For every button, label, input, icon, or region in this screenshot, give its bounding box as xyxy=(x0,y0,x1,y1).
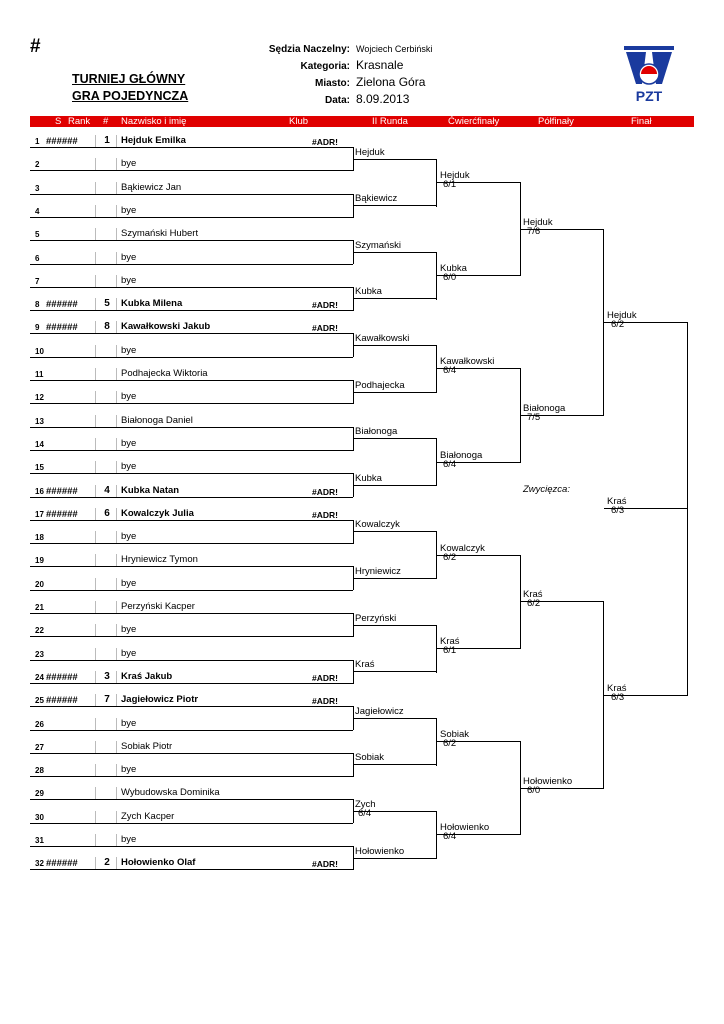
player-row-line xyxy=(30,683,353,684)
player-number: 7 xyxy=(35,277,40,286)
row-separator xyxy=(116,578,117,590)
player-name: bye xyxy=(121,834,137,845)
player-row-line xyxy=(30,869,353,870)
player-row-line xyxy=(30,170,353,171)
page-hash: # xyxy=(30,36,41,57)
col-round2: II Runda xyxy=(372,116,408,127)
row-separator xyxy=(95,601,96,613)
row-separator xyxy=(95,438,96,450)
player-seed: 8 xyxy=(104,321,110,332)
player-number: 14 xyxy=(35,440,44,449)
bracket-line xyxy=(354,625,437,626)
row-separator xyxy=(116,391,117,403)
player-club: #ADR! xyxy=(312,510,338,520)
player-name: bye xyxy=(121,438,137,449)
row-separator xyxy=(116,135,117,147)
match-winner: Kawałkowski xyxy=(440,356,495,367)
match-winner: Szymański xyxy=(355,240,401,251)
row-separator xyxy=(95,554,96,566)
row-separator xyxy=(116,182,117,194)
player-row-line xyxy=(30,823,353,824)
judge-label: Sędzia Naczelny: xyxy=(268,44,350,55)
player-row-line xyxy=(30,636,353,637)
col-semifinals: Półfinały xyxy=(538,116,574,127)
match-winner: Kraś xyxy=(355,659,375,670)
row-separator xyxy=(116,741,117,753)
player-number: 31 xyxy=(35,836,44,845)
row-separator xyxy=(116,205,117,217)
bracket-line xyxy=(354,671,437,672)
player-number: 16 xyxy=(35,487,44,496)
player-name: Hryniewicz Tymon xyxy=(121,554,198,565)
row-separator xyxy=(95,811,96,823)
player-seed: 3 xyxy=(104,671,110,682)
tournament-title: TURNIEJ GŁÓWNY xyxy=(72,72,186,86)
row-separator xyxy=(116,671,117,683)
player-rank: ###### xyxy=(46,322,78,333)
match-winner: Białonoga xyxy=(523,403,566,414)
match-winner: Hejduk xyxy=(523,217,553,228)
bracket-connector xyxy=(436,159,437,207)
row-separator xyxy=(95,741,96,753)
player-rank: ###### xyxy=(46,509,78,520)
player-rank: ###### xyxy=(46,858,78,869)
bracket-line xyxy=(354,531,437,532)
row-separator xyxy=(95,787,96,799)
col-quarterfinals: Ćwierćfinały xyxy=(448,116,500,127)
row-separator xyxy=(116,368,117,380)
row-separator xyxy=(95,834,96,846)
player-name: bye xyxy=(121,391,137,402)
match-score: 6/1 xyxy=(443,645,457,656)
player-number: 26 xyxy=(35,720,44,729)
player-name: Bąkiewicz Jan xyxy=(121,182,182,193)
match-score: 6/0 xyxy=(527,785,541,796)
logo-text: PZT xyxy=(635,88,663,104)
player-row-line xyxy=(30,753,353,754)
row-separator xyxy=(116,787,117,799)
player-number: 27 xyxy=(35,743,44,752)
row-separator xyxy=(116,321,117,333)
player-name: Kraś Jakub xyxy=(121,671,173,682)
player-seed: 4 xyxy=(104,485,110,496)
col-s: S xyxy=(55,116,62,127)
player-number: 30 xyxy=(35,813,44,822)
row-separator xyxy=(95,671,96,683)
match-winner: Kubka xyxy=(355,473,382,484)
match-winner: Hołowienko xyxy=(523,776,573,787)
row-separator xyxy=(95,461,96,473)
bracket-line xyxy=(354,764,437,765)
player-seed: 2 xyxy=(104,857,110,868)
bracket-connector xyxy=(436,718,437,766)
match-winner: Kraś xyxy=(607,683,627,694)
player-club: #ADR! xyxy=(312,300,338,310)
bracket-connector xyxy=(353,427,354,451)
player-name: Hejduk Emilka xyxy=(121,135,186,146)
row-separator xyxy=(95,368,96,380)
player-club: #ADR! xyxy=(312,137,338,147)
row-separator xyxy=(116,764,117,776)
player-row-line xyxy=(30,799,353,800)
match-score: 7/6 xyxy=(527,226,541,237)
judge-value: Wojciech Cerbiński xyxy=(356,44,433,54)
player-name: Kubka Natan xyxy=(121,485,180,496)
match-score: 6/2 xyxy=(443,738,457,749)
bracket-line xyxy=(354,252,437,253)
match-winner: Hołowienko xyxy=(440,822,490,833)
player-number: 2 xyxy=(35,160,40,169)
row-separator xyxy=(116,554,117,566)
player-row-line xyxy=(30,543,353,544)
match-winner: Jagiełowicz xyxy=(355,706,404,717)
player-number: 25 xyxy=(35,696,44,705)
player-row-line xyxy=(30,613,353,614)
player-number: 23 xyxy=(35,650,44,659)
match-score: 6/1 xyxy=(443,179,457,190)
bracket-line xyxy=(354,718,437,719)
player-number: 15 xyxy=(35,463,44,472)
player-name: bye xyxy=(121,718,137,729)
row-separator xyxy=(95,764,96,776)
player-number: 29 xyxy=(35,789,44,798)
player-row-line xyxy=(30,333,353,334)
player-row-line xyxy=(30,590,353,591)
player-row-line xyxy=(30,310,353,311)
player-row-line xyxy=(30,217,353,218)
pzt-logo xyxy=(620,44,678,104)
col-hash: # xyxy=(103,116,109,127)
row-separator xyxy=(95,182,96,194)
row-separator xyxy=(95,135,96,147)
bracket-connector xyxy=(687,322,688,696)
player-row-line xyxy=(30,147,353,148)
player-number: 17 xyxy=(35,510,44,519)
player-number: 13 xyxy=(35,417,44,426)
row-separator xyxy=(116,857,117,869)
row-separator xyxy=(95,857,96,869)
row-separator xyxy=(116,228,117,240)
player-rank: ###### xyxy=(46,486,78,497)
player-name: bye xyxy=(121,275,137,286)
match-winner: Podhajecka xyxy=(355,380,405,391)
player-row-line xyxy=(30,776,353,777)
row-separator xyxy=(95,298,96,310)
match-score: 6/4 xyxy=(443,459,457,470)
category-value: Krasnale xyxy=(356,58,404,72)
player-club: #ADR! xyxy=(312,859,338,869)
bracket-line xyxy=(354,159,437,160)
row-separator xyxy=(116,624,117,636)
player-row-line xyxy=(30,380,353,381)
player-name: Szymański Hubert xyxy=(121,228,199,239)
bracket-connector xyxy=(436,252,437,300)
bracket-line xyxy=(354,485,437,486)
player-number: 10 xyxy=(35,347,44,356)
row-separator xyxy=(95,531,96,543)
match-winner: Kubka xyxy=(440,263,467,274)
row-separator xyxy=(95,391,96,403)
match-winner: Kraś xyxy=(523,589,543,600)
player-number: 1 xyxy=(35,137,40,146)
player-name: bye xyxy=(121,205,137,216)
player-name: bye xyxy=(121,461,137,472)
player-row-line xyxy=(30,520,353,521)
player-row-line xyxy=(30,264,353,265)
match-score: 6/4 xyxy=(358,808,372,819)
player-name: Kubka Milena xyxy=(121,298,183,309)
row-separator xyxy=(95,578,96,590)
match-winner: Kowalczyk xyxy=(355,519,400,530)
player-number: 28 xyxy=(35,766,44,775)
player-number: 4 xyxy=(35,207,40,216)
match-winner: Perzyński xyxy=(355,613,397,624)
row-separator xyxy=(116,508,117,520)
player-name: Wybudowska Dominika xyxy=(121,787,220,798)
player-club: #ADR! xyxy=(312,696,338,706)
player-row-line xyxy=(30,497,353,498)
row-separator xyxy=(95,158,96,170)
player-number: 12 xyxy=(35,393,44,402)
bracket-connector xyxy=(436,811,437,859)
player-row-line xyxy=(30,846,353,847)
player-name: Jagiełowicz Piotr xyxy=(121,694,199,705)
match-winner: Kawałkowski xyxy=(355,333,410,344)
match-winner: Hryniewicz xyxy=(355,566,401,577)
player-number: 3 xyxy=(35,184,40,193)
player-rank: ###### xyxy=(46,299,78,310)
match-winner: Kraś xyxy=(440,636,460,647)
bracket-line xyxy=(354,205,437,206)
row-separator xyxy=(95,508,96,520)
row-separator xyxy=(116,694,117,706)
champion-name: Kraś xyxy=(607,496,627,507)
player-name: bye xyxy=(121,624,137,635)
row-separator xyxy=(116,531,117,543)
player-name: Kowalczyk Julia xyxy=(121,508,194,519)
col-name: Nazwisko i imię xyxy=(121,116,187,127)
player-number: 5 xyxy=(35,230,40,239)
row-separator xyxy=(95,321,96,333)
row-separator xyxy=(116,252,117,264)
row-separator xyxy=(95,694,96,706)
match-winner: Sobiak xyxy=(440,729,470,740)
row-separator xyxy=(116,648,117,660)
row-separator xyxy=(116,601,117,613)
city-value: Zielona Góra xyxy=(356,75,426,89)
player-seed: 7 xyxy=(104,694,110,705)
player-number: 11 xyxy=(35,370,44,379)
player-row-line xyxy=(30,357,353,358)
player-name: bye xyxy=(121,345,137,356)
match-winner: Hejduk xyxy=(355,147,385,158)
player-row-line xyxy=(30,240,353,241)
match-score: 6/2 xyxy=(527,598,541,609)
row-separator xyxy=(116,718,117,730)
player-number: 6 xyxy=(35,254,40,263)
player-number: 19 xyxy=(35,556,44,565)
match-winner: Bąkiewicz xyxy=(355,193,398,204)
player-row-line xyxy=(30,194,353,195)
match-score: 6/3 xyxy=(611,692,625,703)
match-winner: Białonoga xyxy=(355,426,398,437)
player-row-line xyxy=(30,730,353,731)
player-name: bye xyxy=(121,578,137,589)
player-name: Hołowienko Olaf xyxy=(121,857,196,868)
row-separator xyxy=(116,298,117,310)
row-separator xyxy=(95,228,96,240)
match-winner: Kubka xyxy=(355,286,382,297)
row-separator xyxy=(95,252,96,264)
player-name: bye xyxy=(121,531,137,542)
row-separator xyxy=(95,275,96,287)
match-winner: Zych xyxy=(355,799,376,810)
category-label: Kategoria: xyxy=(300,61,350,72)
city-label: Miasto: xyxy=(315,78,350,89)
match-score: 6/4 xyxy=(443,365,457,376)
bracket-line xyxy=(354,345,437,346)
match-score: 7/5 xyxy=(527,412,541,423)
player-seed: 5 xyxy=(104,298,110,309)
bracket-connector xyxy=(353,287,354,311)
player-name: bye xyxy=(121,648,137,659)
match-score: 6/0 xyxy=(443,272,457,283)
player-number: 22 xyxy=(35,626,44,635)
winner-label: Zwycięzca: xyxy=(523,484,570,495)
player-name: bye xyxy=(121,158,137,169)
player-number: 21 xyxy=(35,603,44,612)
player-number: 32 xyxy=(35,859,44,868)
bracket-connector xyxy=(353,660,354,684)
player-row-line xyxy=(30,403,353,404)
match-score: 6/4 xyxy=(443,831,457,842)
col-club: Klub xyxy=(289,116,309,127)
tournament-subtitle: GRA POJEDYNCZA xyxy=(72,89,189,103)
row-separator xyxy=(116,811,117,823)
col-final: Finał xyxy=(631,116,652,127)
player-name: Zych Kacper xyxy=(121,811,175,822)
player-row-line xyxy=(30,566,353,567)
bracket-connector xyxy=(353,194,354,218)
player-rank: ###### xyxy=(46,672,78,683)
bracket-connector xyxy=(436,625,437,673)
row-separator xyxy=(116,485,117,497)
match-winner: Hołowienko xyxy=(355,846,405,857)
player-rank: ###### xyxy=(46,695,78,706)
row-separator xyxy=(95,718,96,730)
match-score: 6/2 xyxy=(443,552,457,563)
row-separator xyxy=(95,205,96,217)
row-separator xyxy=(116,438,117,450)
player-name: Białonoga Daniel xyxy=(121,415,193,426)
player-club: #ADR! xyxy=(312,487,338,497)
match-winner: Sobiak xyxy=(355,752,385,763)
player-name: Perzyński Kacper xyxy=(121,601,195,612)
player-number: 8 xyxy=(35,300,40,309)
player-row-line xyxy=(30,660,353,661)
row-separator xyxy=(95,485,96,497)
bracket-line xyxy=(354,578,437,579)
bracket-line xyxy=(354,438,437,439)
player-name: bye xyxy=(121,764,137,775)
col-rank: Rank xyxy=(68,116,91,127)
player-number: 9 xyxy=(35,323,40,332)
player-seed: 6 xyxy=(104,508,110,519)
match-winner: Hejduk xyxy=(607,310,637,321)
row-separator xyxy=(95,624,96,636)
player-name: bye xyxy=(121,252,137,263)
date-label: Data: xyxy=(324,95,350,106)
bracket-line xyxy=(354,298,437,299)
row-separator xyxy=(116,345,117,357)
row-separator xyxy=(116,461,117,473)
player-club: #ADR! xyxy=(312,673,338,683)
bracket-line xyxy=(354,392,437,393)
match-winner: Białonoga xyxy=(440,450,483,461)
row-separator xyxy=(116,275,117,287)
player-name: Kawałkowski Jakub xyxy=(121,321,211,332)
row-separator xyxy=(116,158,117,170)
row-separator xyxy=(95,648,96,660)
bracket-connector xyxy=(353,753,354,777)
player-name: Podhajecka Wiktoria xyxy=(121,368,208,379)
player-number: 18 xyxy=(35,533,44,542)
player-row-line xyxy=(30,473,353,474)
player-number: 24 xyxy=(35,673,44,682)
player-row-line xyxy=(30,450,353,451)
player-rank: ###### xyxy=(46,136,78,147)
row-separator xyxy=(116,834,117,846)
player-club: #ADR! xyxy=(312,323,338,333)
row-separator xyxy=(116,415,117,427)
bracket-connector xyxy=(353,520,354,544)
bracket-line xyxy=(354,858,437,859)
champion-score: 6/3 xyxy=(611,505,625,516)
player-number: 20 xyxy=(35,580,44,589)
player-row-line xyxy=(30,287,353,288)
match-score: 6/2 xyxy=(611,319,625,330)
row-separator xyxy=(95,345,96,357)
date-value: 8.09.2013 xyxy=(356,92,410,106)
player-row-line xyxy=(30,427,353,428)
player-seed: 1 xyxy=(104,135,110,146)
player-row-line xyxy=(30,706,353,707)
bracket-connector xyxy=(520,555,521,649)
row-separator xyxy=(95,415,96,427)
bracket-connector xyxy=(436,345,437,393)
match-winner: Kowalczyk xyxy=(440,543,485,554)
match-winner: Hejduk xyxy=(440,170,470,181)
player-name: Sobiak Piotr xyxy=(121,741,173,752)
